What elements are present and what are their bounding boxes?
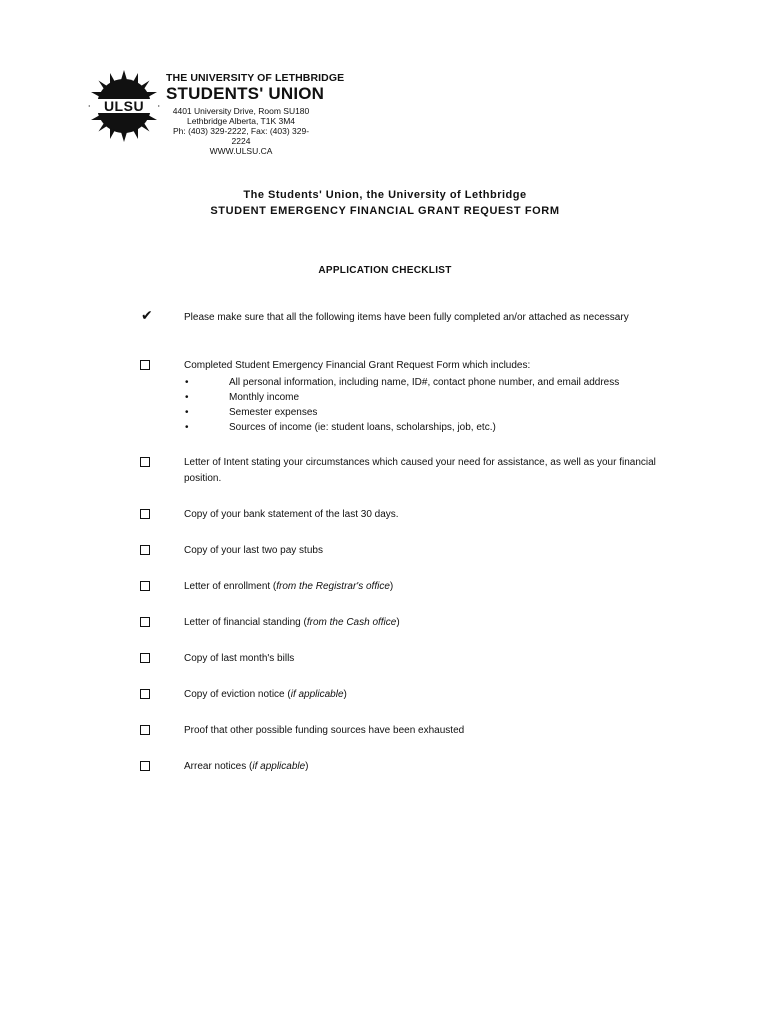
sub-item: • Semester expenses (184, 405, 684, 420)
item-text: Copy of your bank statement of the last 30 days. (184, 509, 399, 520)
form-title (0, 187, 770, 219)
address-line: Lethbridge Alberta, T1K 3M4 (186, 116, 296, 126)
logo-text: ULSU (103, 98, 145, 114)
sub-item: • Monthly income (184, 390, 684, 405)
title-line-2: STUDENT EMERGENCY FINANCIAL GRANT REQUEST FORM (210, 205, 560, 217)
union-name: STUDENTS' UNION (166, 84, 325, 103)
item-text: Copy of your last two pay stubs (184, 545, 323, 556)
ulsu-logo (88, 70, 160, 142)
bullet-icon: • (185, 422, 189, 434)
bullet-icon: • (185, 376, 189, 388)
address-block (166, 106, 316, 156)
checkbox[interactable] (140, 360, 150, 370)
item-text: Letter of enrollment (from the Registrar's office) (184, 581, 394, 592)
item-text: Copy of eviction notice (if applicable) (184, 689, 347, 700)
sub-list (184, 375, 684, 436)
item-text: Arrear notices (if applicable) (184, 761, 309, 772)
title-line-1: The Students' Union, the University of Lethbridge (243, 189, 527, 201)
website-line: WWW.ULSU.CA (209, 146, 273, 156)
bullet-icon: • (185, 406, 189, 418)
address-line: 4401 University Drive, Room SU180 (172, 106, 310, 116)
checkbox[interactable] (140, 545, 150, 555)
item-text: Letter of financial standing (from the Cash office) (184, 617, 400, 628)
checkmark-icon: ✔ (141, 308, 153, 324)
org-info (166, 72, 366, 156)
checkbox[interactable] (140, 457, 150, 467)
phone-line: Ph: (403) 329-2222, Fax: (403) 329-2224 (172, 126, 310, 146)
checkbox[interactable] (140, 725, 150, 735)
item-text (184, 358, 684, 435)
checkbox[interactable] (140, 653, 150, 663)
item-text: Letter of Intent stating your circumstances which caused your need for assistance, as well as your financial position. (184, 457, 656, 484)
sub-item: • All personal information, including name, ID#, contact phone number, and email address (184, 375, 684, 390)
checkbox[interactable] (140, 761, 150, 771)
university-name: THE UNIVERSITY OF LETHBRIDGE (166, 72, 345, 84)
intro-text: Please make sure that all the following items have been fully completed an/or attached as necessary (184, 312, 629, 323)
item-text: Proof that other possible funding sources have been exhausted (184, 725, 465, 736)
item-label: Completed Student Emergency Financial Grant Request Form which includes: (184, 360, 531, 371)
checkbox[interactable] (140, 617, 150, 627)
bullet-icon: • (185, 391, 189, 403)
item-text: Copy of last month's bills (184, 653, 295, 664)
checkbox[interactable] (140, 509, 150, 519)
checkbox[interactable] (140, 581, 150, 591)
checklist-heading: APPLICATION CHECKLIST (318, 265, 452, 276)
sub-item: • Sources of income (ie: student loans, scholarships, job, etc.) (184, 420, 684, 435)
checkbox[interactable] (140, 689, 150, 699)
